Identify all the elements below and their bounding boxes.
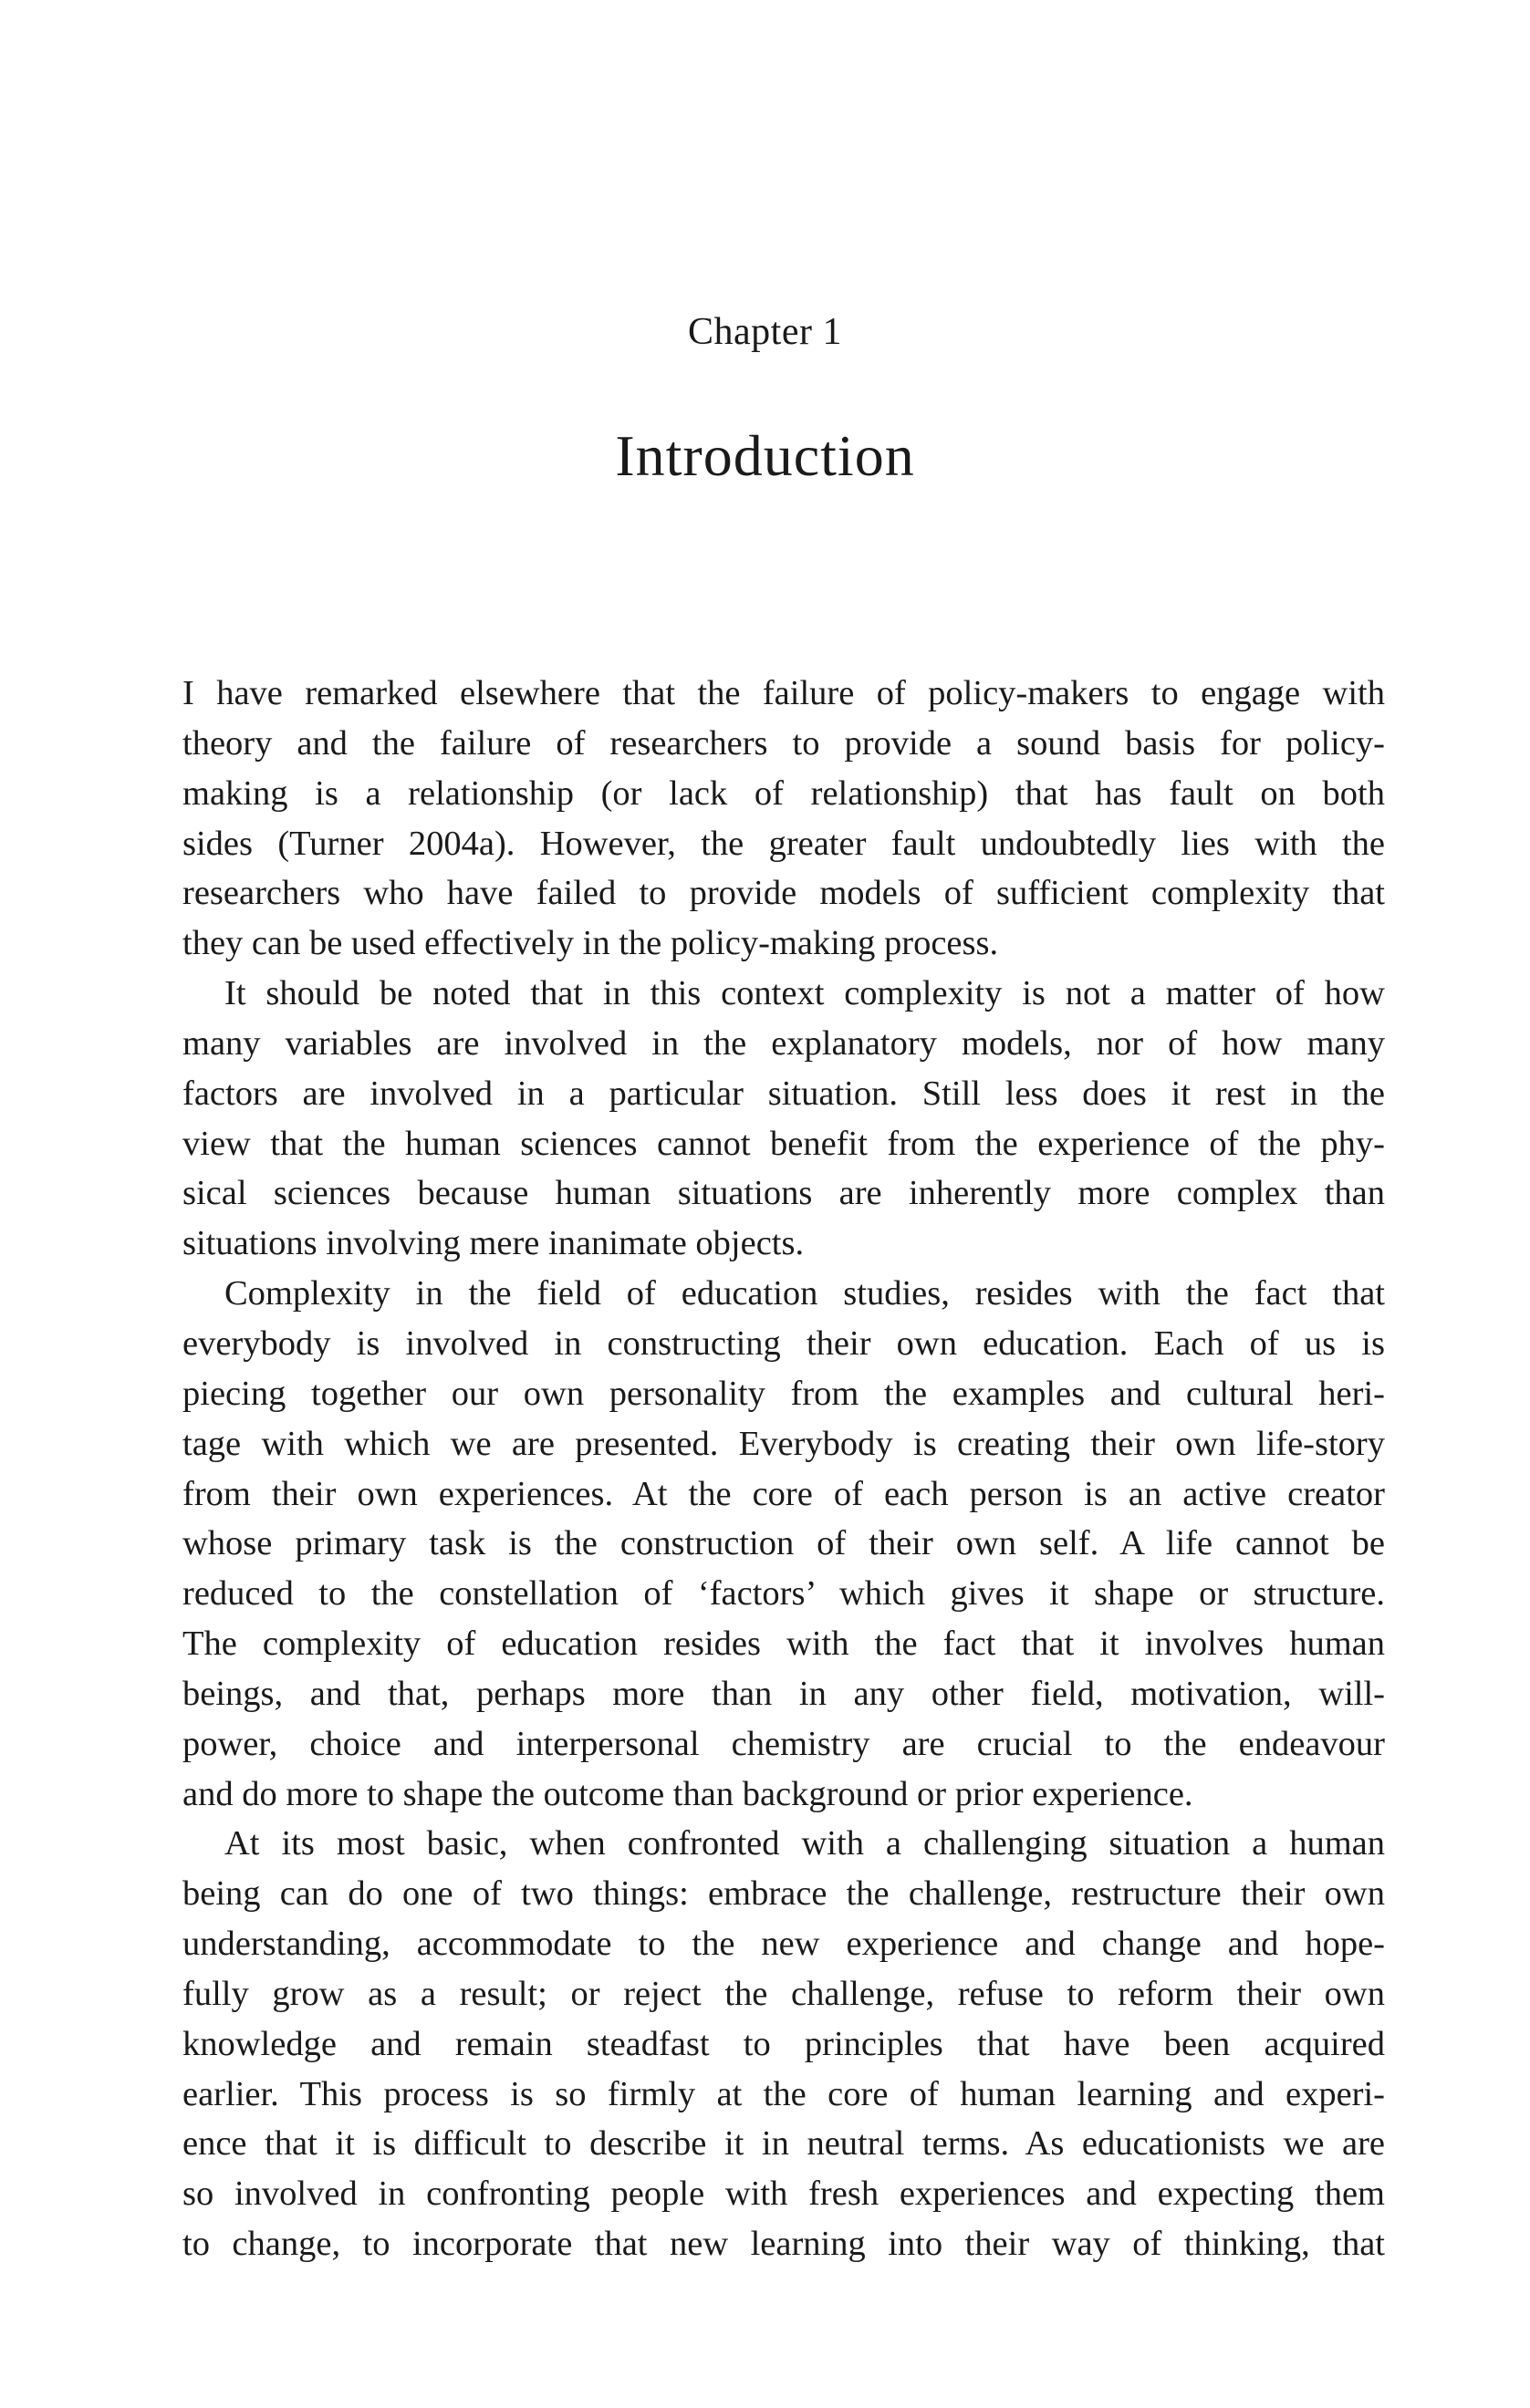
text-line: to change, to incorporate that new learning into their way of thinking, that — [182, 2225, 1385, 2264]
text-line: tage with which we are presented. Everybody is creating their own life-story — [182, 1424, 1385, 1463]
text-line: researchers who have failed to provide models of sufficient complexity that — [182, 874, 1385, 913]
text-line: many variables are involved in the explanatory models, nor of how many — [182, 1023, 1385, 1063]
text-line: everybody is involved in constructing their own education. Each of us is — [182, 1323, 1385, 1363]
text-line: piecing together our own personality from the examples and cultural heri- — [182, 1374, 1385, 1413]
text-line: At its most basic, when confronted with a challenging situation a human — [224, 1824, 1385, 1863]
text-line: Complexity in the field of education studies, resides with the fact that — [224, 1274, 1385, 1313]
text-line: from their own experiences. At the core of each person is an active creator — [182, 1474, 1385, 1513]
body-text — [182, 669, 1385, 2269]
paragraph — [182, 1819, 1385, 2269]
paragraph — [182, 669, 1385, 969]
text-line: I have remarked elsewhere that the failure of policy-makers to engage with — [182, 674, 1385, 712]
text-line: It should be noted that in this context complexity is not a matter of how — [224, 974, 1385, 1013]
text-line: fully grow as a result; or reject the challenge, refuse to reform their own — [182, 1974, 1385, 2013]
text-line: beings, and that, perhaps more than in any other field, motivation, will- — [182, 1674, 1385, 1713]
text-line: reduced to the constellation of ‘factors’ which gives it shape or structure. — [182, 1574, 1385, 1614]
text-line: making is a relationship (or lack of relationship) that has fault on both — [182, 773, 1385, 813]
text-line: situations involving mere inanimate objects. — [182, 1224, 805, 1263]
chapter-title: Introduction — [615, 423, 915, 488]
text-line: understanding, accommodate to the new experience and change and hope- — [182, 1925, 1385, 1964]
text-line: theory and the failure of researchers to provide a sound basis for policy- — [182, 723, 1385, 763]
paragraph — [182, 1269, 1385, 1819]
text-line: so involved in confronting people with fresh experiences and expecting them — [182, 2174, 1385, 2214]
text-line: knowledge and remain steadfast to principles that have been acquired — [182, 2024, 1385, 2063]
chapter-label: Chapter 1 — [688, 311, 842, 353]
text-line: factors are involved in a particular situation. Still less does it rest in the — [182, 1074, 1385, 1113]
text-line: being can do one of two things: embrace the challenge, restructure their own — [182, 1874, 1385, 1914]
text-line: The complexity of education resides with the fact that it involves human — [182, 1624, 1385, 1664]
text-line: sides (Turner 2004a). However, the greater fault undoubtedly lies with the — [182, 824, 1385, 863]
text-line: earlier. This process is so firmly at the core of human learning and experi- — [182, 2074, 1385, 2113]
text-line: sical sciences because human situations are inherently more complex than — [182, 1174, 1385, 1213]
text-line: ence that it is difficult to describe it in neutral terms. As educationists we are — [182, 2124, 1385, 2164]
text-line: they can be used effectively in the policy-making process. — [182, 924, 999, 963]
text-line: view that the human sciences cannot benefit from the experience of the phy- — [182, 1124, 1385, 1163]
paragraph — [182, 969, 1385, 1269]
text-line: power, choice and interpersonal chemistry are crucial to the endeavour — [182, 1724, 1385, 1763]
text-line: and do more to shape the outcome than background or prior experience. — [182, 1774, 1193, 1813]
text-line: whose primary task is the construction of their own self. A life cannot be — [182, 1524, 1385, 1563]
